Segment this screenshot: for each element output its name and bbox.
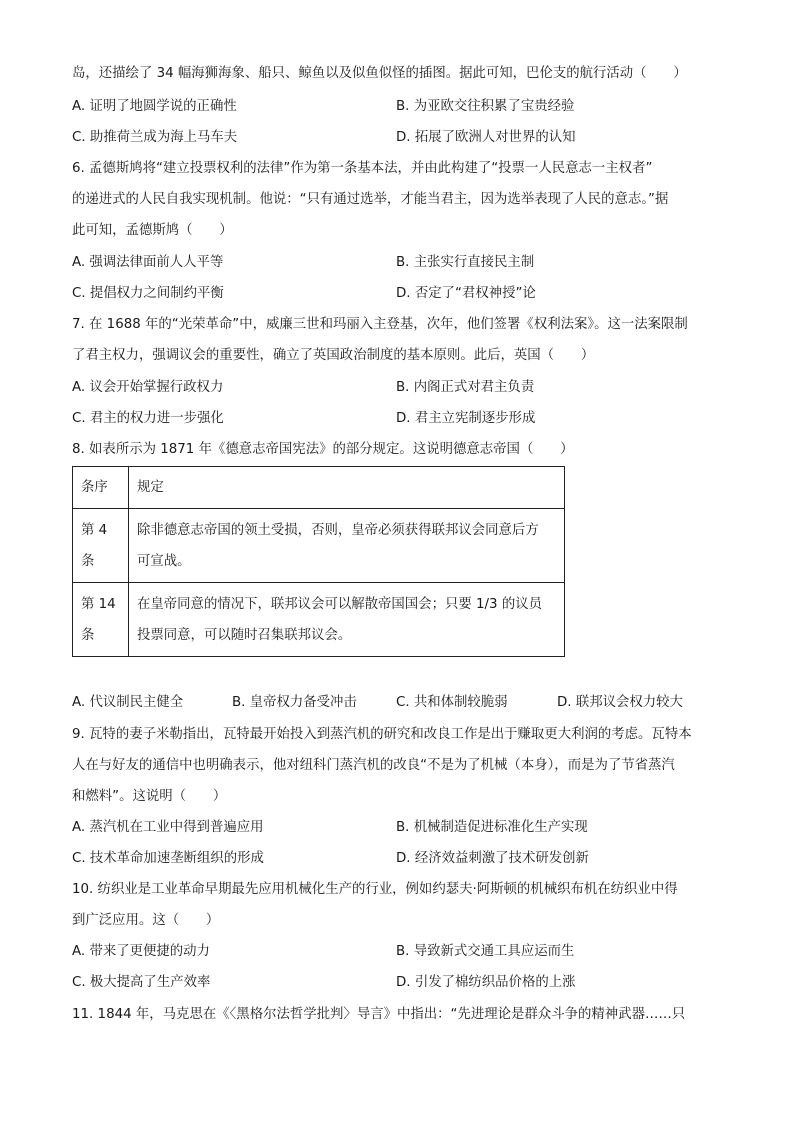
constitution-table: [72, 466, 565, 657]
q7-option-b: B. 内阁正式对君主负责: [396, 380, 535, 395]
q6-stem-line-3: 此可知，孟德斯鸠（ ）: [72, 223, 233, 238]
q8-option-d: D. 联邦议会权力较大: [557, 695, 683, 710]
q9-option-c: C. 技术革命加速垄断组织的形成: [72, 851, 264, 866]
table-cell-no: [73, 583, 129, 657]
q10-option-b: B. 导致新式交通工具应运而生: [396, 944, 575, 959]
q10-stem-line-2: 到广泛应用。这（ ）: [72, 913, 220, 928]
table-header-rule: 规定: [129, 467, 565, 509]
q6-option-b: B. 主张实行直接民主制: [396, 255, 535, 270]
q10-option-d: D. 引发了棉纺织品价格的上涨: [396, 975, 576, 990]
q5-option-c: C. 助推荷兰成为海上马车夫: [72, 130, 238, 145]
q6-stem-line-1: 6. 孟德斯鸠将“建立投票权利的法律”作为第一条基本法，并由此构建了“投票一人民意志一主权者”: [72, 161, 653, 176]
q8-option-a: A. 代议制民主健全: [72, 695, 184, 710]
q8-option-c: C. 共和体制较脆弱: [396, 695, 508, 710]
q10-option-c: C. 极大提高了生产效率: [72, 975, 211, 990]
q5-option-b: B. 为亚欧交往积累了宝贵经验: [396, 99, 575, 114]
table-header-no: 条序: [73, 467, 129, 509]
table-row: [73, 509, 565, 583]
table-cell-no-line: 条: [81, 627, 95, 643]
q7-stem-line-2: 了君主权力，强调议会的重要性，确立了英国政治制度的基本原则。此后，英国（ ）: [72, 348, 595, 363]
table-row: [73, 583, 565, 657]
q9-stem-line-3: 和燃料”。这说明（ ）: [72, 789, 227, 804]
q9-stem-line-1: 9. 瓦特的妻子米勒指出，瓦特最开始投入到蒸汽机的研究和改良工作是出于赚取更大利润的考虑。瓦特本: [72, 727, 692, 742]
table-cell-no: [73, 509, 129, 583]
q6-option-c: C. 提倡权力之间制约平衡: [72, 286, 224, 301]
q8-stem: 8. 如表所示为 1871 年《德意志帝国宪法》的部分规定。这说明德意志帝国（ ）: [72, 442, 574, 457]
table-cell-no-line: 第 4: [81, 522, 108, 538]
q9-stem-line-2: 人在与好友的通信中也明确表示，他对纽科门蒸汽机的改良“不是为了机械（本身），而是为了节省蒸汽: [72, 758, 675, 773]
q7-stem-line-1: 7. 在 1688 年的“光荣革命”中，威廉三世和玛丽入主登基，次年，他们签署《权利法案》。这一法案限制: [72, 317, 688, 332]
q7-option-a: A. 议会开始掌握行政权力: [72, 380, 224, 395]
q10-option-a: A. 带来了更便捷的动力: [72, 944, 210, 959]
q5-option-a: A. 证明了地圆学说的正确性: [72, 99, 237, 114]
table-cell-rule-line: 投票同意，可以随时召集联邦议会。: [137, 627, 352, 643]
q6-stem-line-2: 的递进式的人民自我实现机制。他说：“只有通过选举，才能当君主，因为选举表现了人民的意志。”据: [72, 192, 669, 207]
table-cell-no-line: 第 14: [81, 596, 116, 612]
q6-option-a: A. 强调法律面前人人平等: [72, 255, 224, 270]
table-cell-no-line: 条: [81, 553, 95, 569]
q9-option-b: B. 机械制造促进标准化生产实现: [396, 820, 588, 835]
table-cell-rule-line: 在皇帝同意的情况下，联邦议会可以解散帝国国会；只要 1/3 的议员: [137, 596, 542, 612]
q5-option-d: D. 拓展了欧洲人对世界的认知: [396, 130, 576, 145]
q9-option-a: A. 蒸汽机在工业中得到普遍应用: [72, 820, 264, 835]
q7-option-c: C. 君主的权力进一步强化: [72, 411, 224, 426]
q8-option-b: B. 皇帝权力备受冲击: [232, 695, 357, 710]
q9-option-d: D. 经济效益刺激了技术研发创新: [396, 851, 589, 866]
table-cell-rule: [129, 583, 565, 657]
table-cell-rule: [129, 509, 565, 583]
table-header-row: [73, 467, 565, 509]
q11-stem: 11. 1844 年，马克思在《〈黑格尔法哲学批判〉导言》中指出：“先进理论是群众斗争的精神武器……只: [72, 1007, 686, 1022]
q5-stem-tail: 岛，还描绘了 34 幅海狮海象、船只、鲸鱼以及似鱼似怪的插图。据此可知，巴伦支的航行活动（ ）: [72, 66, 687, 81]
q7-option-d: D. 君主立宪制逐步形成: [396, 411, 536, 426]
q10-stem-line-1: 10. 纺织业是工业革命早期最先应用机械化生产的行业，例如约瑟夫·阿斯顿的机械织布机在纺织业中得: [72, 882, 678, 897]
table-cell-rule-line: 除非德意志帝国的领土受损，否则，皇帝必须获得联邦议会同意后方: [137, 522, 539, 538]
table-cell-rule-line: 可宣战。: [137, 553, 191, 569]
q6-option-d: D. 否定了“君权神授”论: [396, 286, 536, 301]
